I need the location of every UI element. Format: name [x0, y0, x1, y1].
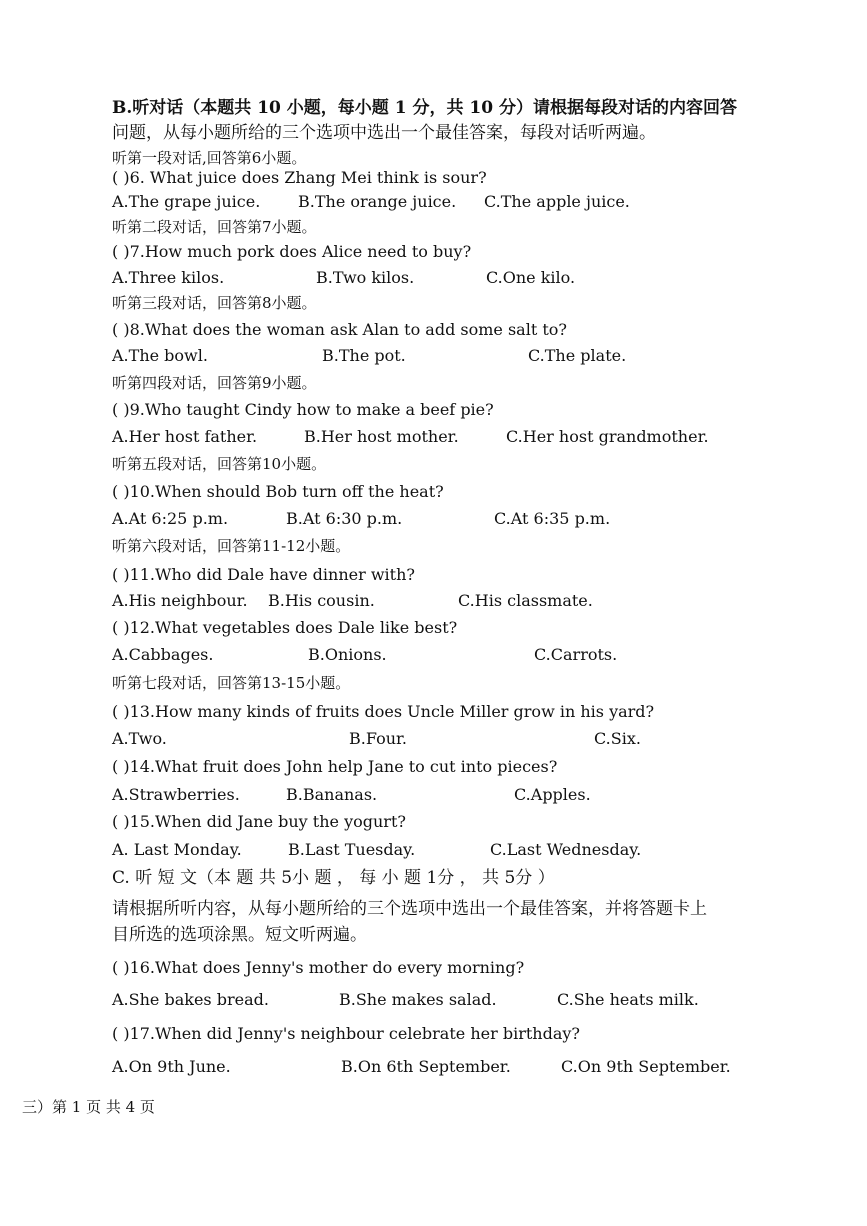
question-15: ( )15.When did Jane buy the yogurt? [112, 812, 406, 831]
instruction-dialogue-6: 听第六段对话，回答第11-12小题。 [112, 537, 351, 555]
question-8: ( )8.What does the woman ask Alan to add some salt to? [112, 320, 567, 339]
instruction-dialogue-4: 听第四段对话，回答第9小题。 [112, 374, 317, 392]
q6-option-a: A.The grape juice. [112, 192, 261, 211]
q14-option-b: B.Bananas. [286, 785, 378, 804]
q6-option-b: B.The orange juice. [298, 192, 457, 211]
question-17: ( )17.When did Jenny's neighbour celebrate her birthday? [112, 1024, 580, 1043]
instruction-dialogue-7: 听第七段对话，回答第13-15小题。 [112, 674, 351, 692]
section-c-instruction-line1: 请根据所听内容，从每小题所给的三个选项中选出一个最佳答案，并将答题卡上 [112, 899, 707, 919]
question-14: ( )14.What fruit does John help Jane to cut into pieces? [112, 757, 558, 776]
question-9: ( )9.Who taught Cindy how to make a beef pie? [112, 400, 494, 419]
q16-option-b: B.She makes salad. [339, 990, 497, 1009]
q7-option-c: C.One kilo. [486, 268, 576, 287]
section-c-header: C. 听 短 文（本 题 共 5小 题 ， 每 小 题 1分 ， 共 5分 ） [112, 868, 555, 888]
question-12: ( )12.What vegetables does Dale like best? [112, 618, 458, 637]
q13-option-b: B.Four. [349, 729, 407, 748]
q11-option-a: A.His neighbour. [112, 591, 248, 610]
q8-option-b: B.The pot. [322, 346, 406, 365]
q9-option-c: C.Her host grandmother. [506, 427, 709, 446]
question-16: ( )16.What does Jenny's mother do every morning? [112, 958, 525, 977]
q9-option-b: B.Her host mother. [304, 427, 459, 446]
q7-option-a: A.Three kilos. [112, 268, 225, 287]
page-footer: 三）第 1 页 共 4 页 [22, 1098, 155, 1116]
q12-option-c: C.Carrots. [534, 645, 618, 664]
q16-option-c: C.She heats milk. [557, 990, 699, 1009]
question-13: ( )13.How many kinds of fruits does Uncle Miller grow in his yard? [112, 702, 655, 721]
question-6: ( )6. What juice does Zhang Mei think is sour? [112, 168, 487, 187]
q17-option-b: B.On 6th September. [341, 1057, 511, 1076]
q13-option-a: A.Two. [112, 729, 167, 748]
q11-option-c: C.His classmate. [458, 591, 593, 610]
q13-option-c: C.Six. [594, 729, 641, 748]
q14-option-a: A.Strawberries. [112, 785, 240, 804]
q10-option-a: A.At 6:25 p.m. [112, 509, 229, 528]
q9-option-a: A.Her host father. [112, 427, 258, 446]
q10-option-c: C.At 6:35 p.m. [494, 509, 611, 528]
q8-option-c: C.The plate. [528, 346, 627, 365]
instruction-dialogue-1: 听第一段对话,回答第6小题。 [112, 149, 307, 167]
q17-option-c: C.On 9th September. [561, 1057, 731, 1076]
section-b-header-line2: 问题，从每小题所给的三个选项中选出一个最佳答案，每段对话听两遍。 [112, 123, 656, 143]
q10-option-b: B.At 6:30 p.m. [286, 509, 403, 528]
question-11: ( )11.Who did Dale have dinner with? [112, 565, 415, 584]
q15-option-c: C.Last Wednesday. [490, 840, 642, 859]
instruction-dialogue-3: 听第三段对话，回答第8小题。 [112, 294, 317, 312]
instruction-dialogue-2: 听第二段对话，回答第7小题。 [112, 218, 317, 236]
question-7: ( )7.How much pork does Alice need to buy? [112, 242, 472, 261]
q12-option-a: A.Cabbages. [112, 645, 214, 664]
q12-option-b: B.Onions. [308, 645, 387, 664]
q6-option-c: C.The apple juice. [484, 192, 630, 211]
q8-option-a: A.The bowl. [112, 346, 208, 365]
q14-option-c: C.Apples. [514, 785, 591, 804]
section-c-instruction-line2: 目所选的选项涂黑。短文听两遍。 [112, 925, 367, 945]
q11-option-b: B.His cousin. [268, 591, 375, 610]
section-b-header-line1: B.听对话（本题共 10 小题，每小题 1 分，共 10 分）请根据每段对话的内容回答 [112, 98, 737, 118]
instruction-dialogue-5: 听第五段对话，回答第10小题。 [112, 455, 327, 473]
q16-option-a: A.She bakes bread. [112, 990, 269, 1009]
q7-option-b: B.Two kilos. [316, 268, 415, 287]
question-10: ( )10.When should Bob turn off the heat? [112, 482, 444, 501]
q15-option-a: A. Last Monday. [112, 840, 242, 859]
q17-option-a: A.On 9th June. [112, 1057, 231, 1076]
q15-option-b: B.Last Tuesday. [288, 840, 416, 859]
